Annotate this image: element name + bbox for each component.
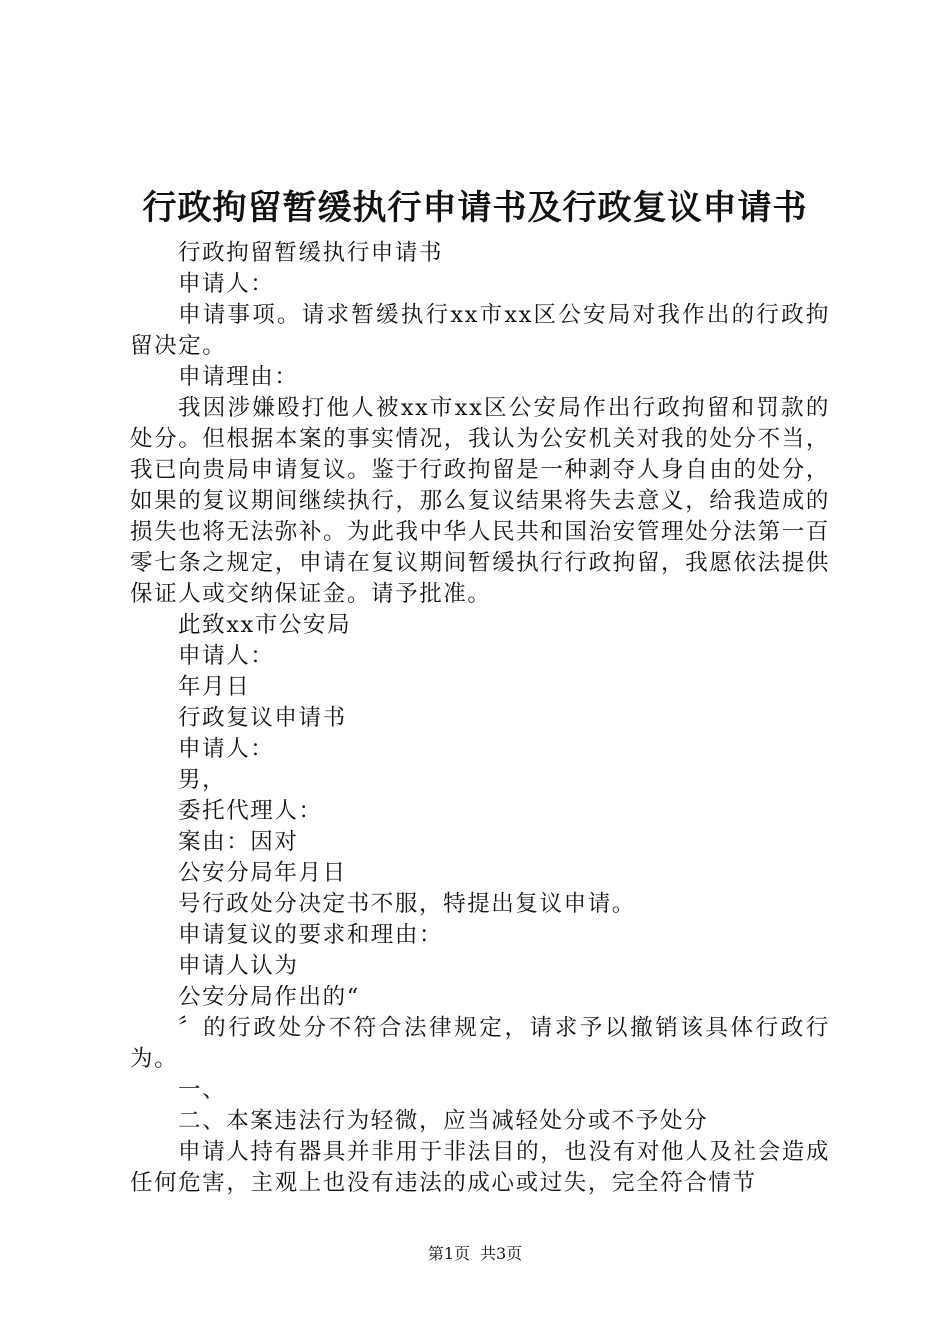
paragraph: 申请理由： bbox=[178, 364, 299, 390]
paragraph: 二、本案违法行为轻微，应当减轻处分或不予处分 bbox=[178, 1108, 709, 1134]
paragraph: 申请人认为 bbox=[178, 953, 299, 979]
paragraph: 男， bbox=[178, 767, 227, 793]
paragraph: 此致xx市公安局 bbox=[178, 612, 352, 638]
paragraph: 年月日 bbox=[178, 674, 251, 700]
paragraph: 申请人持有器具并非用于非法目的，也没有对他人及社会造成任何危害，主观上也没有违法的成心或过失，完全符合情节 bbox=[130, 1139, 830, 1196]
paragraph: 公安分局作出的“ bbox=[178, 984, 360, 1010]
paragraph: 〞的行政处分不符合法律规定，请求予以撤销该具体行政行为。 bbox=[130, 1015, 830, 1072]
paragraph: 一、 bbox=[178, 1077, 227, 1103]
paragraph: 我因涉嫌殴打他人被xx市xx区公安局作出行政拘留和罚款的处分。但根据本案的事实情况，我认为公安机关对我的处分不当，我已向贵局申请复议。鉴于行政拘留是一种剥夺人身自由的处分，如果的复议期间继续执行，那么复议结果将失去意义，给我造成的损失也将无法弥补。为此我中华人民共和国治安管理处分法第一百零七条之规定，申请在复议期间暂缓执行行政拘留，我愿依法提供保证人或交纳保证金。请予批准。 bbox=[130, 395, 830, 607]
paragraph: 申请人： bbox=[178, 736, 275, 762]
page-total: 共3页 bbox=[480, 1244, 523, 1263]
page-footer bbox=[0, 1243, 950, 1265]
page-number: 第1页 bbox=[427, 1244, 470, 1263]
paragraph-heading-2: 行政复议申请书 bbox=[178, 705, 347, 731]
paragraph-heading-1: 行政拘留暂缓执行申请书 bbox=[178, 240, 444, 266]
paragraph: 申请人： bbox=[178, 271, 275, 297]
document-body bbox=[130, 238, 830, 1199]
paragraph: 公安分局年月日 bbox=[178, 860, 347, 886]
document-title: 行政拘留暂缓执行申请书及行政复议申请书 bbox=[142, 188, 808, 228]
paragraph: 申请复议的要求和理由： bbox=[178, 922, 444, 948]
paragraph: 案由：因对 bbox=[178, 829, 299, 855]
paragraph: 申请人： bbox=[178, 643, 275, 669]
paragraph: 号行政处分决定书不服，特提出复议申请。 bbox=[178, 891, 636, 917]
paragraph: 申请事项。请求暂缓执行xx市xx区公安局对我作出的行政拘留决定。 bbox=[130, 302, 830, 359]
paragraph: 委托代理人： bbox=[178, 798, 323, 824]
